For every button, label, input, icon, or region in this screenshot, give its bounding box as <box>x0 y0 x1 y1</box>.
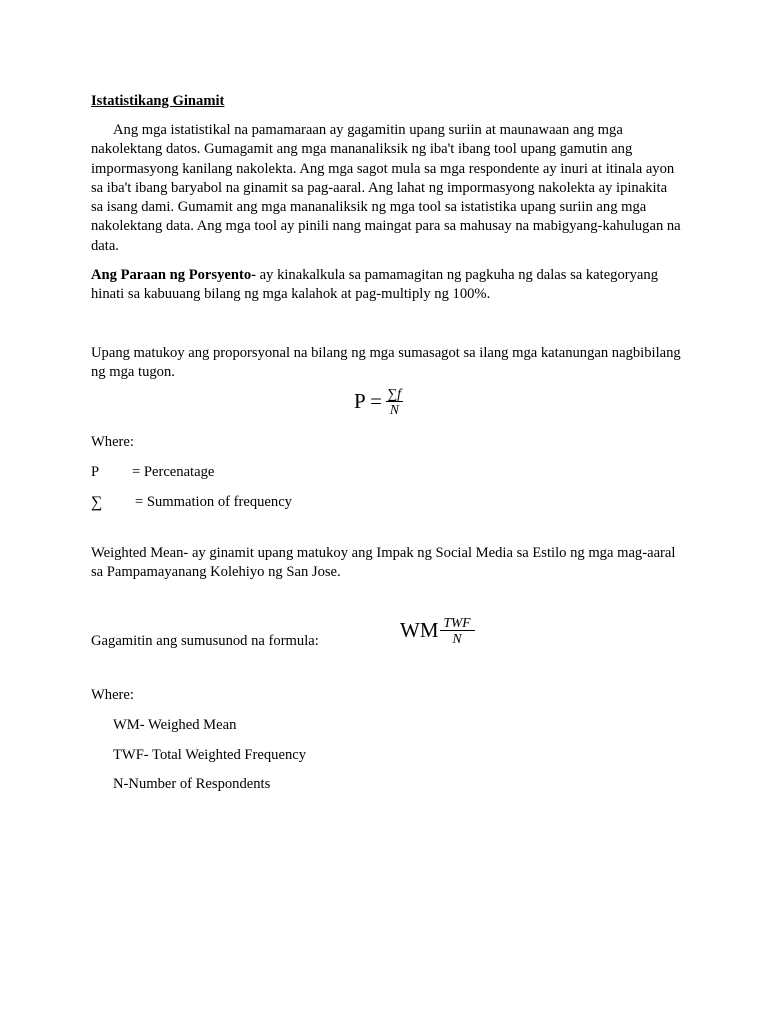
proportion-paragraph: Upang matukoy ang proporsyonal na bilang ng mga sumasagot sa ilang mga katanungan nagbibilang ng mga tugon. <box>91 344 681 380</box>
where-label-2: Where: <box>91 687 134 704</box>
wm-legend-item: TWF- Total Weighted Frequency <box>113 747 307 764</box>
percent-formula-fraction <box>386 386 403 417</box>
legend-row-p <box>91 463 681 493</box>
wm-legend-list <box>91 716 681 794</box>
percent-formula-denominator: N <box>386 401 403 417</box>
weighted-mean-paragraph: Weighted Mean- ay ginamit upang matukoy ang Impak ng Social Media sa Estilo ng mga mag-aaral sa Pampamayanang Kolehiyo ng San Jose. <box>91 544 676 580</box>
where-label-1: Where: <box>91 434 134 451</box>
percent-formula-numerator: ∑f <box>387 386 402 402</box>
wm-formula-numerator: TWF <box>443 615 471 631</box>
percent-formula-lhs: P = <box>354 389 382 414</box>
document-page <box>91 92 681 794</box>
formula-intro: Gagamitin ang sumusunod na formula: <box>91 633 319 650</box>
wm-formula-row <box>91 615 681 665</box>
wm-formula-lhs: WM <box>400 618 439 643</box>
legend-symbol-sigma: ∑ <box>91 493 103 511</box>
wm-formula-denominator: N <box>440 630 475 646</box>
legend-row-sigma <box>91 493 681 523</box>
legend-meaning-sigma: = Summation of frequency <box>135 493 292 510</box>
percent-formula <box>91 384 681 424</box>
intro-paragraph: Ang mga istatistikal na pamamaraan ay gagamitin upang suriin at maunawaan ang mga nakolektang datos. Gumagamit ang mga mananaliksik ng iba't ibang tool upang gamutin ang impormasyong kanilang nakolekta. Ang mga sagot mula sa mga respondente ay inuri at itinala ayon sa iba't ibang baryabol na ginamit sa pag-aaral. Ang lahat ng impormasyong nakolekta ay ipinakita sa isang dami. Gumamit ang mga mananaliksik ng mga tool sa istatistika upang suriin ang mga nakolektang data. Ang mga tool ay pinili nang maingat para sa mahusay na mabigyang-kahulugan na data. <box>91 122 681 254</box>
legend-meaning-p: = Percenatage <box>132 463 215 480</box>
section-title: Istatistikang Ginamit <box>91 93 225 109</box>
wm-formula <box>400 615 475 646</box>
wm-legend-item: WM- Weighed Mean <box>113 717 237 734</box>
wm-legend-item: N-Number of Respondents <box>113 776 271 793</box>
legend-symbol-p: P <box>91 463 100 480</box>
percent-method-text: ay kinakalkula sa pamamagitan ng pagkuha ng dalas sa kategoryang hinati sa kabuuang bilang ng mga kalahok at pag-multiply ng 100%. <box>91 267 659 303</box>
wm-formula-fraction <box>440 615 475 646</box>
percent-method-paragraph <box>91 266 681 305</box>
percent-method-label: Ang Paraan ng Porsyento- <box>91 267 256 284</box>
